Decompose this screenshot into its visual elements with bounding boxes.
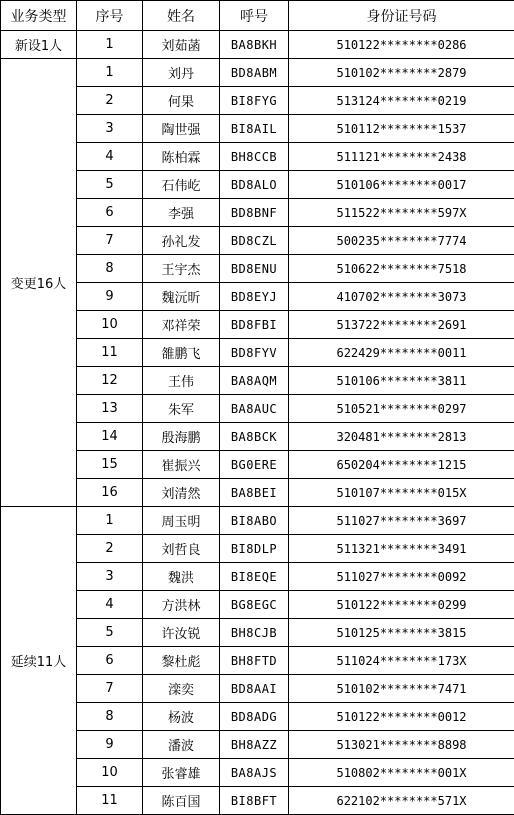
name-cell: 何果	[143, 87, 220, 115]
id-number-cell: 511321********3491	[289, 535, 514, 563]
name-cell: 石伟屹	[143, 171, 220, 199]
seq-cell: 10	[77, 759, 143, 787]
id-number-cell: 511522********597X	[289, 199, 514, 227]
table-row	[1, 311, 514, 339]
seq-cell: 7	[77, 675, 143, 703]
seq-cell: 7	[77, 227, 143, 255]
seq-cell: 4	[77, 591, 143, 619]
seq-cell: 13	[77, 395, 143, 423]
table-row	[1, 143, 514, 171]
seq-cell: 14	[77, 423, 143, 451]
callsign-cell: BI8AIL	[220, 115, 289, 143]
table-row	[1, 171, 514, 199]
table-body	[1, 31, 514, 815]
name-cell: 陶世强	[143, 115, 220, 143]
id-number-cell: 510622********7518	[289, 255, 514, 283]
table-row	[1, 563, 514, 591]
header-callsign: 呼号	[220, 1, 289, 31]
header-row	[1, 1, 514, 31]
table-row	[1, 507, 514, 535]
table-row	[1, 591, 514, 619]
table-row	[1, 619, 514, 647]
id-number-cell: 510122********0012	[289, 703, 514, 731]
id-number-cell: 650204********1215	[289, 451, 514, 479]
seq-cell: 8	[77, 703, 143, 731]
table-row	[1, 283, 514, 311]
callsign-cell: BA8AQM	[220, 367, 289, 395]
seq-cell: 1	[77, 59, 143, 87]
name-cell: 黎杜彪	[143, 647, 220, 675]
table-row	[1, 59, 514, 87]
id-number-cell: 510802********001X	[289, 759, 514, 787]
seq-cell: 3	[77, 115, 143, 143]
callsign-cell: BI8ABO	[220, 507, 289, 535]
id-number-cell: 510102********7471	[289, 675, 514, 703]
callsign-cell: BD8EYJ	[220, 283, 289, 311]
table-row	[1, 367, 514, 395]
callsign-cell: BD8ABM	[220, 59, 289, 87]
name-cell: 周玉明	[143, 507, 220, 535]
callsign-cell: BA8AJS	[220, 759, 289, 787]
callsign-cell: BD8ENU	[220, 255, 289, 283]
id-number-cell: 622429********0011	[289, 339, 514, 367]
callsign-cell: BH8AZZ	[220, 731, 289, 759]
header-seq: 序号	[77, 1, 143, 31]
table-row	[1, 423, 514, 451]
callsign-cell: BI8DLP	[220, 535, 289, 563]
callsign-cell: BH8FTD	[220, 647, 289, 675]
name-cell: 刘哲良	[143, 535, 220, 563]
callsign-cell: BA8BKH	[220, 31, 289, 59]
table-row	[1, 647, 514, 675]
seq-cell: 9	[77, 731, 143, 759]
seq-cell: 15	[77, 451, 143, 479]
header-business-type: 业务类型	[1, 1, 77, 31]
table-row	[1, 199, 514, 227]
callsign-cell: BH8CCB	[220, 143, 289, 171]
id-number-cell: 510521********0297	[289, 395, 514, 423]
name-cell: 潘波	[143, 731, 220, 759]
name-cell: 魏洪	[143, 563, 220, 591]
name-cell: 朱军	[143, 395, 220, 423]
name-cell: 刘清然	[143, 479, 220, 507]
name-cell: 邓祥荣	[143, 311, 220, 339]
callsign-cell: BA8BEI	[220, 479, 289, 507]
name-cell: 陈百国	[143, 787, 220, 815]
id-number-cell: 510102********2879	[289, 59, 514, 87]
seq-cell: 2	[77, 87, 143, 115]
business-type-cell: 新设1人	[1, 31, 77, 59]
seq-cell: 9	[77, 283, 143, 311]
callsign-cell: BD8ALO	[220, 171, 289, 199]
callsign-cell: BD8FBI	[220, 311, 289, 339]
id-number-cell: 510125********3815	[289, 619, 514, 647]
id-number-cell: 320481********2813	[289, 423, 514, 451]
callsign-cell: BD8AAI	[220, 675, 289, 703]
business-type-cell: 变更16人	[1, 59, 77, 507]
seq-cell: 3	[77, 563, 143, 591]
name-cell: 张睿雄	[143, 759, 220, 787]
seq-cell: 12	[77, 367, 143, 395]
callsign-cell: BI8EQE	[220, 563, 289, 591]
id-number-cell: 622102********571X	[289, 787, 514, 815]
table-row	[1, 787, 514, 815]
name-cell: 滦奕	[143, 675, 220, 703]
name-cell: 方洪林	[143, 591, 220, 619]
table-row	[1, 675, 514, 703]
id-number-cell: 410702********3073	[289, 283, 514, 311]
seq-cell: 1	[77, 507, 143, 535]
id-number-cell: 500235********7774	[289, 227, 514, 255]
table-row	[1, 451, 514, 479]
id-number-cell: 511024********173X	[289, 647, 514, 675]
table-row	[1, 87, 514, 115]
seq-cell: 5	[77, 171, 143, 199]
callsign-cell: BD8BNF	[220, 199, 289, 227]
name-cell: 李强	[143, 199, 220, 227]
id-number-cell: 513124********0219	[289, 87, 514, 115]
name-cell: 刘茹菡	[143, 31, 220, 59]
table-row	[1, 115, 514, 143]
table-row	[1, 395, 514, 423]
id-number-cell: 510122********0286	[289, 31, 514, 59]
name-cell: 崔振兴	[143, 451, 220, 479]
id-number-cell: 511027********0092	[289, 563, 514, 591]
callsign-cell: BI8BFT	[220, 787, 289, 815]
callsign-cell: BD8FYV	[220, 339, 289, 367]
seq-cell: 6	[77, 647, 143, 675]
seq-cell: 11	[77, 339, 143, 367]
table-row	[1, 255, 514, 283]
business-type-cell: 延续11人	[1, 507, 77, 815]
id-number-cell: 513722********2691	[289, 311, 514, 339]
id-number-cell: 510106********0017	[289, 171, 514, 199]
header-name: 姓名	[143, 1, 220, 31]
table-row	[1, 479, 514, 507]
table-row	[1, 31, 514, 59]
name-cell: 殷海鹏	[143, 423, 220, 451]
id-number-cell: 510107********015X	[289, 479, 514, 507]
callsign-cell: BA8AUC	[220, 395, 289, 423]
id-number-cell: 510112********1537	[289, 115, 514, 143]
name-cell: 杨波	[143, 703, 220, 731]
name-cell: 孙礼发	[143, 227, 220, 255]
table-row	[1, 731, 514, 759]
seq-cell: 4	[77, 143, 143, 171]
seq-cell: 5	[77, 619, 143, 647]
id-number-cell: 510106********3811	[289, 367, 514, 395]
name-cell: 陈柏霖	[143, 143, 220, 171]
name-cell: 魏沅昕	[143, 283, 220, 311]
name-cell: 王宇杰	[143, 255, 220, 283]
name-cell: 刘丹	[143, 59, 220, 87]
callsign-cell: BG8EGC	[220, 591, 289, 619]
table-row	[1, 703, 514, 731]
table-row	[1, 535, 514, 563]
id-number-cell: 513021********8898	[289, 731, 514, 759]
seq-cell: 8	[77, 255, 143, 283]
seq-cell: 10	[77, 311, 143, 339]
seq-cell: 1	[77, 31, 143, 59]
callsign-cell: BG0ERE	[220, 451, 289, 479]
table-row	[1, 339, 514, 367]
seq-cell: 11	[77, 787, 143, 815]
callsign-cell: BA8BCK	[220, 423, 289, 451]
seq-cell: 16	[77, 479, 143, 507]
header-id-number: 身份证号码	[289, 1, 514, 31]
seq-cell: 6	[77, 199, 143, 227]
callsign-cell: BH8CJB	[220, 619, 289, 647]
table-row	[1, 227, 514, 255]
callsign-cell: BI8FYG	[220, 87, 289, 115]
callsign-cell: BD8CZL	[220, 227, 289, 255]
name-cell: 许汝锐	[143, 619, 220, 647]
table-row	[1, 759, 514, 787]
id-number-cell: 510122********0299	[289, 591, 514, 619]
callsign-cell: BD8ADG	[220, 703, 289, 731]
id-number-cell: 511027********3697	[289, 507, 514, 535]
seq-cell: 2	[77, 535, 143, 563]
id-number-cell: 511121********2438	[289, 143, 514, 171]
name-cell: 王伟	[143, 367, 220, 395]
name-cell: 雒鹏飞	[143, 339, 220, 367]
